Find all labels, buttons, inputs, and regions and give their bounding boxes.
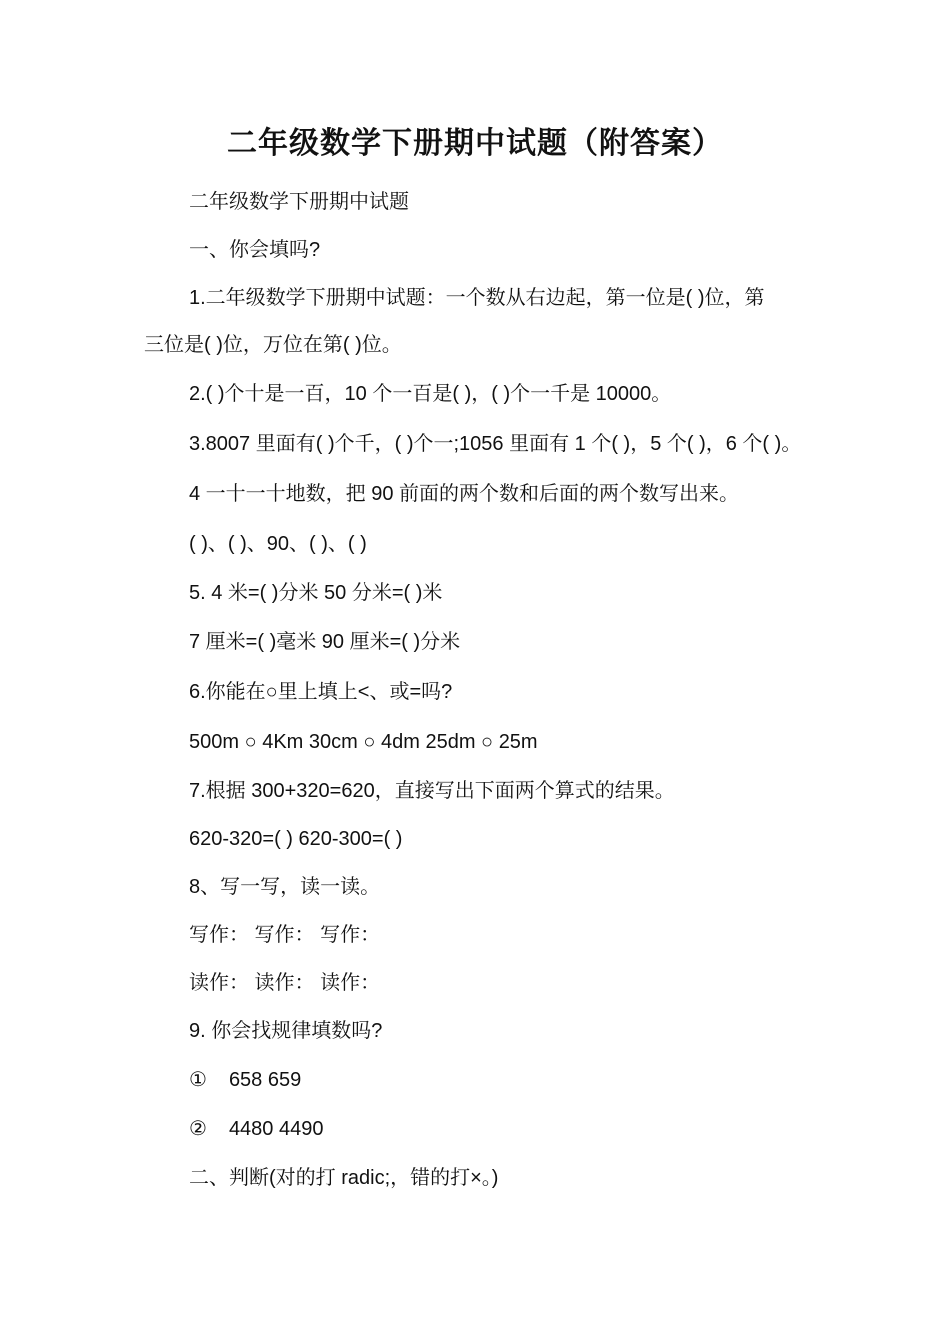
document-title: 二年级数学下册期中试题（附答案） <box>227 126 723 161</box>
question-7-items: 620-320=( ) 620-300=( ) <box>189 828 403 850</box>
question-1-line-1: 1.二年级数学下册期中试题：一个数从右边起，第一位是( )位，第 <box>189 287 765 309</box>
item-1-text: 658 659 <box>228 1069 302 1091</box>
question-5-line-1: 5. 4 米=( )分米 50 分米=( )米 <box>189 582 443 604</box>
question-2: 2.( )个十是一百，10 个一百是( )，( )个一千是 10000。 <box>189 383 672 405</box>
question-8-read: 读作： 读作： 读作： <box>189 972 381 994</box>
question-8-write: 写作： 写作： 写作： <box>189 924 381 946</box>
item-2-marker: ② <box>189 1118 207 1140</box>
question-5-line-2: 7 厘米=( )毫米 90 厘米=( )分米 <box>189 631 461 653</box>
question-9: 9. 你会找规律填数吗? <box>189 1020 383 1042</box>
question-9-item-2 <box>189 1115 323 1143</box>
question-9-item-1 <box>189 1066 301 1094</box>
section-1-heading: 一、你会填吗? <box>189 239 321 261</box>
question-4-blanks: ( )、( )、90、( )、( ) <box>189 533 367 555</box>
section-2-heading: 二、判断(对的打 radic;，错的打×。) <box>189 1167 499 1189</box>
question-6-items: 500m ○ 4Km 30cm ○ 4dm 25dm ○ 25m <box>189 731 538 753</box>
question-3: 3.8007 里面有( )个千，( )个一;1056 里面有 1 个( )，5 个( )，6 个( )。 <box>189 433 802 455</box>
question-4: 4 一十一十地数，把 90 前面的两个数和后面的两个数写出来。 <box>189 483 740 505</box>
question-8: 8、写一写，读一读。 <box>189 876 381 898</box>
subtitle: 二年级数学下册期中试题 <box>189 191 409 213</box>
question-7: 7.根据 300+320=620，直接写出下面两个算式的结果。 <box>189 780 675 802</box>
item-2-text: 4480 4490 <box>228 1118 324 1140</box>
question-6: 6.你能在○里上填上<、或=吗? <box>189 681 453 703</box>
item-1-marker: ① <box>189 1069 207 1091</box>
question-1-line-2: 三位是( )位，万位在第( )位。 <box>144 334 402 356</box>
